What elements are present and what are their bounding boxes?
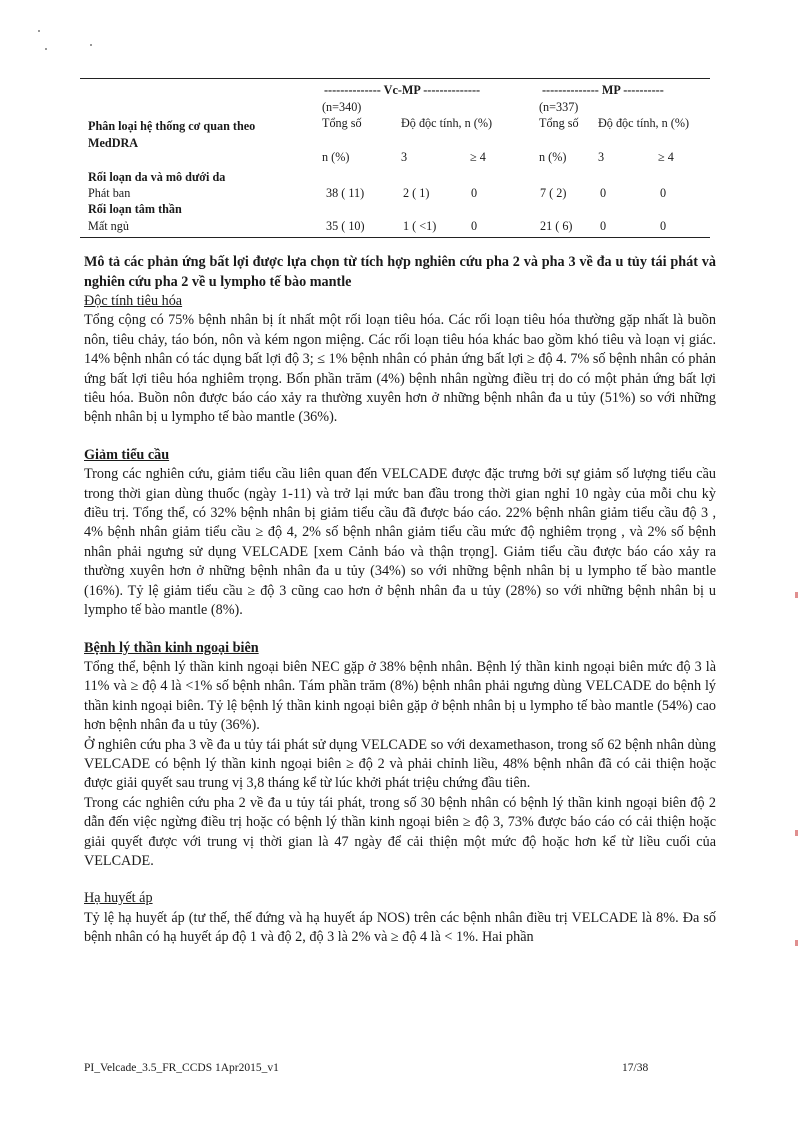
scan-mark <box>795 830 798 836</box>
rash-mp-grade4: 0 <box>660 186 667 200</box>
rash-vcmp-grade4: 0 <box>471 186 478 200</box>
scan-mark <box>795 592 798 598</box>
insomnia-mp-total: 21 ( 6) <box>540 219 573 233</box>
term-insomnia: Mất ngủ <box>88 219 129 233</box>
scan-speck <box>45 48 47 50</box>
col-tox-mp: Độ độc tính, n (%) <box>598 116 690 130</box>
insomnia-vcmp-grade3: 1 ( <1) <box>403 219 437 233</box>
insomnia-mp-grade3: 0 <box>600 219 607 233</box>
section-heading: Mô tả các phản ứng bất lợi được lựa chọn từ tích hợp nghiên cứu pha 2 và pha 3 về đa u tủy tái phát và nghiên cứu pha 2 về u lympho tế bào mantle <box>84 254 716 290</box>
section-title-gi-toxicity: Độc tính tiêu hóa <box>84 293 183 309</box>
paragraph-hypotension: Tỷ lệ hạ huyết áp (tư thế, thế đứng và hạ huyết áp NOS) trên các bệnh nhân điều trị VELCADE là 8%. Đa số bệnh nhân có hạ huyết áp độ 1 và độ 2, độ 3 là 2% và ≥ độ 4 là < 1%. Hai phần <box>84 909 716 946</box>
sub-4-mp: ≥ 4 <box>658 150 674 164</box>
insomnia-vcmp-grade4: 0 <box>471 219 478 233</box>
rash-vcmp-grade3: 2 ( 1) <box>403 186 430 200</box>
document-body <box>84 252 716 948</box>
col-tox-vcmp: Độ độc tính, n (%) <box>401 116 493 130</box>
category-psychiatric: Rối loạn tâm thần <box>88 202 182 216</box>
scan-mark <box>795 940 798 946</box>
col-total-vcmp: Tổng số <box>322 116 362 130</box>
insomnia-mp-grade4: 0 <box>660 219 667 233</box>
scan-speck <box>38 30 40 32</box>
scan-speck <box>90 44 92 46</box>
paragraph-neuropathy-1: Tổng thể, bệnh lý thần kinh ngoại biên NEC gặp ở 38% bệnh nhân. Bệnh lý thần kinh ngoại biên mức độ 3 là 11% và ≥ độ 4 là <1% số bệnh nhân. Tám phần trăm (8%) bệnh nhân phải ngưng dùng VELCADE do bệnh lý thần kinh ngoại biên. Tỷ lệ bệnh lý thần kinh ngoại biên gặp ở bệnh nhân bị u lympho tế bào mantle (54%) cao hơn bệnh nhân đa u tủy (36%). <box>84 658 716 734</box>
sub-n-vcmp: n (%) <box>322 150 350 164</box>
group-header-vcmp: -------------- Vc-MP -------------- <box>324 83 481 97</box>
footer-document-id: PI_Velcade_3.5_FR_CCDS 1Apr2015_v1 <box>84 1062 279 1074</box>
footer-page-number: 17/38 <box>622 1062 649 1074</box>
sub-4-vcmp: ≥ 4 <box>470 150 486 164</box>
rash-mp-total: 7 ( 2) <box>540 186 567 200</box>
section-title-neuropathy: Bệnh lý thần kinh ngoại biên <box>84 639 259 656</box>
section-title-thrombocytopenia: Giảm tiểu cầu <box>84 446 170 463</box>
paragraph-neuropathy-2: Ở nghiên cứu pha 3 về đa u tủy tái phát sử dụng VELCADE so với dexamethason, trong số 62 bệnh nhân dùng VELCADE có bệnh lý thần kinh ngoại biên ≥ độ 2 và phải chỉnh liều, 48% bệnh nhân đã có cải thiện hoặc được giải quyết sau trung vị 3,8 tháng kể từ lúc khởi phát triệu chứng đầu tiên. <box>84 736 716 792</box>
category-skin: Rối loạn da và mô dưới da <box>88 170 226 184</box>
table-bottom-rule <box>80 237 710 238</box>
table-top-rule <box>80 78 710 79</box>
col-total-mp: Tổng số <box>539 116 579 130</box>
insomnia-vcmp-total: 35 ( 10) <box>326 219 365 233</box>
group-header-mp: -------------- MP ---------- <box>542 83 664 97</box>
term-rash: Phát ban <box>88 186 131 200</box>
row-header-label: Phân loại hệ thống cơ quan theo MedDRA <box>88 119 256 150</box>
paragraph-neuropathy-3: Trong các nghiên cứu pha 2 về đa u tủy tái phát, trong số 30 bệnh nhân có bệnh lý thần kinh ngoại biên độ 2 dẫn đến việc ngừng điều trị hoặc có bệnh lý thần kinh ngoại biên ≥ độ 3, 73% được báo cáo có cải thiện hoặc giải quyết được với trung vị thời gian là 47 ngày để cải thiện một mức độ hoặc hơn kể từ liều cuối của VELCADE. <box>84 794 716 869</box>
rash-mp-grade3: 0 <box>600 186 607 200</box>
sub-n-mp: n (%) <box>539 150 567 164</box>
sub-3-mp: 3 <box>598 150 605 164</box>
paragraph-gi-toxicity: Tổng cộng có 75% bệnh nhân bị ít nhất một rối loạn tiêu hóa. Các rối loạn tiêu hóa thường gặp nhất là buồn nôn, tiêu chảy, táo bón, nôn và kém ngon miệng. Các rối loạn tiêu hóa khác bao gồm khó tiêu và loạn vị giác. 14% bệnh nhân có tác dụng bất lợi độ 3; ≤ 1% bệnh nhân có phản ứng bất lợi ≥ độ 4. 7% số bệnh nhân có phản ứng bất lợi tiêu hóa nghiêm trọng. Bốn phần trăm (4%) bệnh nhân ngừng điều trị do có một phản ứng bất lợi tiêu hóa. Buồn nôn được báo cáo xảy ra thường xuyên hơn ở những bệnh nhân đa u tủy (51%) so với những bệnh nhân bị u lympho tế bào mantle (36%). <box>84 312 716 426</box>
paragraph-thrombocytopenia: Trong các nghiên cứu, giảm tiểu cầu liên quan đến VELCADE được đặc trưng bởi sự giảm số lượng tiểu cầu trong thời gian dùng thuốc (ngày 1-11) và trở lại mức ban đầu trong thời gian nghỉ 10 ngày của mỗi chu kỳ điều trị. Tổng thể, có 32% bệnh nhân bị giảm tiểu cầu đã được báo cáo. 22% bệnh nhân giảm tiểu cầu độ 3 , 4% bệnh nhân giảm tiểu cầu ≥ độ 4, 2% số bệnh nhân giảm tiểu cầu mức độ nghiêm trọng , và 2% số bệnh nhân phải ngưng sử dụng VELCADE [xem Cảnh báo và thận trọng]. Giảm tiểu cầu được báo cáo xảy ra thường xuyên hơn ở những bệnh nhân đa u tủy (34%) so với những bệnh nhân bị u lympho tế bào mantle (16%). Tỷ lệ giảm tiểu cầu ≥ độ 3 cũng cao hơn ở bệnh nhân đa u tủy (28%) so với những bệnh nhân bị u lympho tế bào mantle (8%). <box>84 466 716 619</box>
rash-vcmp-total: 38 ( 11) <box>326 186 365 200</box>
section-title-hypotension: Hạ huyết áp <box>84 890 153 907</box>
n-vcmp: (n=340) <box>322 100 362 114</box>
sub-3-vcmp: 3 <box>401 150 408 164</box>
n-mp: (n=337) <box>539 100 579 114</box>
